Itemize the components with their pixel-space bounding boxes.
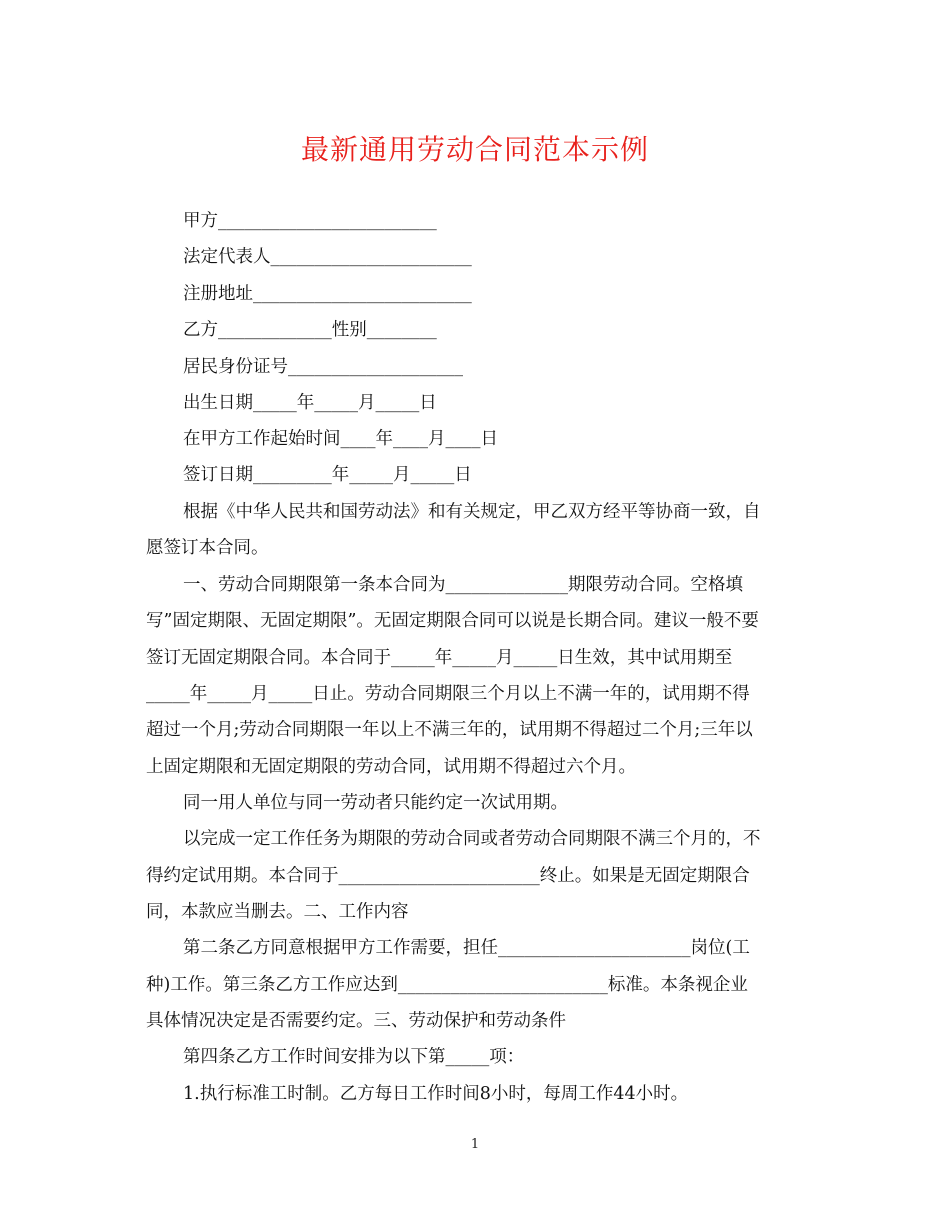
field-start-date: 在甲方工作起始时间____年____月____日 (183, 429, 498, 449)
body-line: 第四条乙方工作时间安排为以下第_____项： (183, 1047, 525, 1067)
body-line: _____年_____月_____日止。劳动合同期限三个月以上不满一年的，试用期不得 (146, 684, 750, 704)
body-line: 同，本款应当删去。二、工作内容 (146, 902, 409, 922)
body-line: 超过一个月;劳动合同期限一年以上不满三年的，试用期不得超过二个月;三年以 (146, 720, 753, 740)
body-line: 得约定试用期。本合同于_______________________终止。如果是无固定期限合 (146, 866, 750, 886)
field-party-b: 乙方_____________性别________ (183, 320, 437, 340)
field-reg-address: 注册地址_________________________ (183, 284, 472, 304)
body-line: 写”固定期限、无固定期限”。无固定期限合同可以说是长期合同。建议一般不要 (146, 611, 759, 631)
field-id-number: 居民身份证号____________________ (183, 357, 463, 377)
field-sign-date: 签订日期_________年_____月_____日 (183, 465, 472, 485)
body-line: 愿签订本合同。 (146, 538, 269, 558)
body-line: 具体情况决定是否需要约定。三、劳动保护和劳动条件 (146, 1011, 566, 1031)
body-line: 同一用人单位与同一劳动者只能约定一次试用期。 (183, 793, 568, 813)
field-party-a: 甲方_________________________ (183, 211, 437, 231)
page-number: 1 (470, 1137, 480, 1152)
body-line: 第二条乙方同意根据甲方工作需要，担任______________________岗位(工 (183, 938, 750, 958)
field-legal-rep: 法定代表人_______________________ (183, 247, 472, 267)
body-line: 种)工作。第三条乙方工作应达到________________________标准。本条视企业 (146, 975, 748, 995)
field-birth-date: 出生日期_____年_____月_____日 (183, 393, 437, 413)
body-line: 以完成一定工作任务为期限的劳动合同或者劳动合同期限不满三个月的，不 (183, 829, 761, 849)
body-line: 签订无固定期限合同。本合同于_____年_____月_____日生效，其中试用期至 (146, 648, 733, 668)
body-line: 上固定期限和无固定期限的劳动合同，试用期不得超过六个月。 (146, 757, 636, 777)
body-line: 一、劳动合同期限第一条本合同为______________期限劳动合同。空格填 (183, 575, 743, 595)
body-line: 1.执行标准工时制。乙方每日工作时间8小时，每周工作44小时。 (183, 1084, 689, 1104)
document-title: 最新通用劳动合同范本示例 (300, 133, 649, 166)
body-line: 根据《中华人民共和国劳动法》和有关规定，甲乙双方经平等协商一致，自 (183, 502, 761, 522)
